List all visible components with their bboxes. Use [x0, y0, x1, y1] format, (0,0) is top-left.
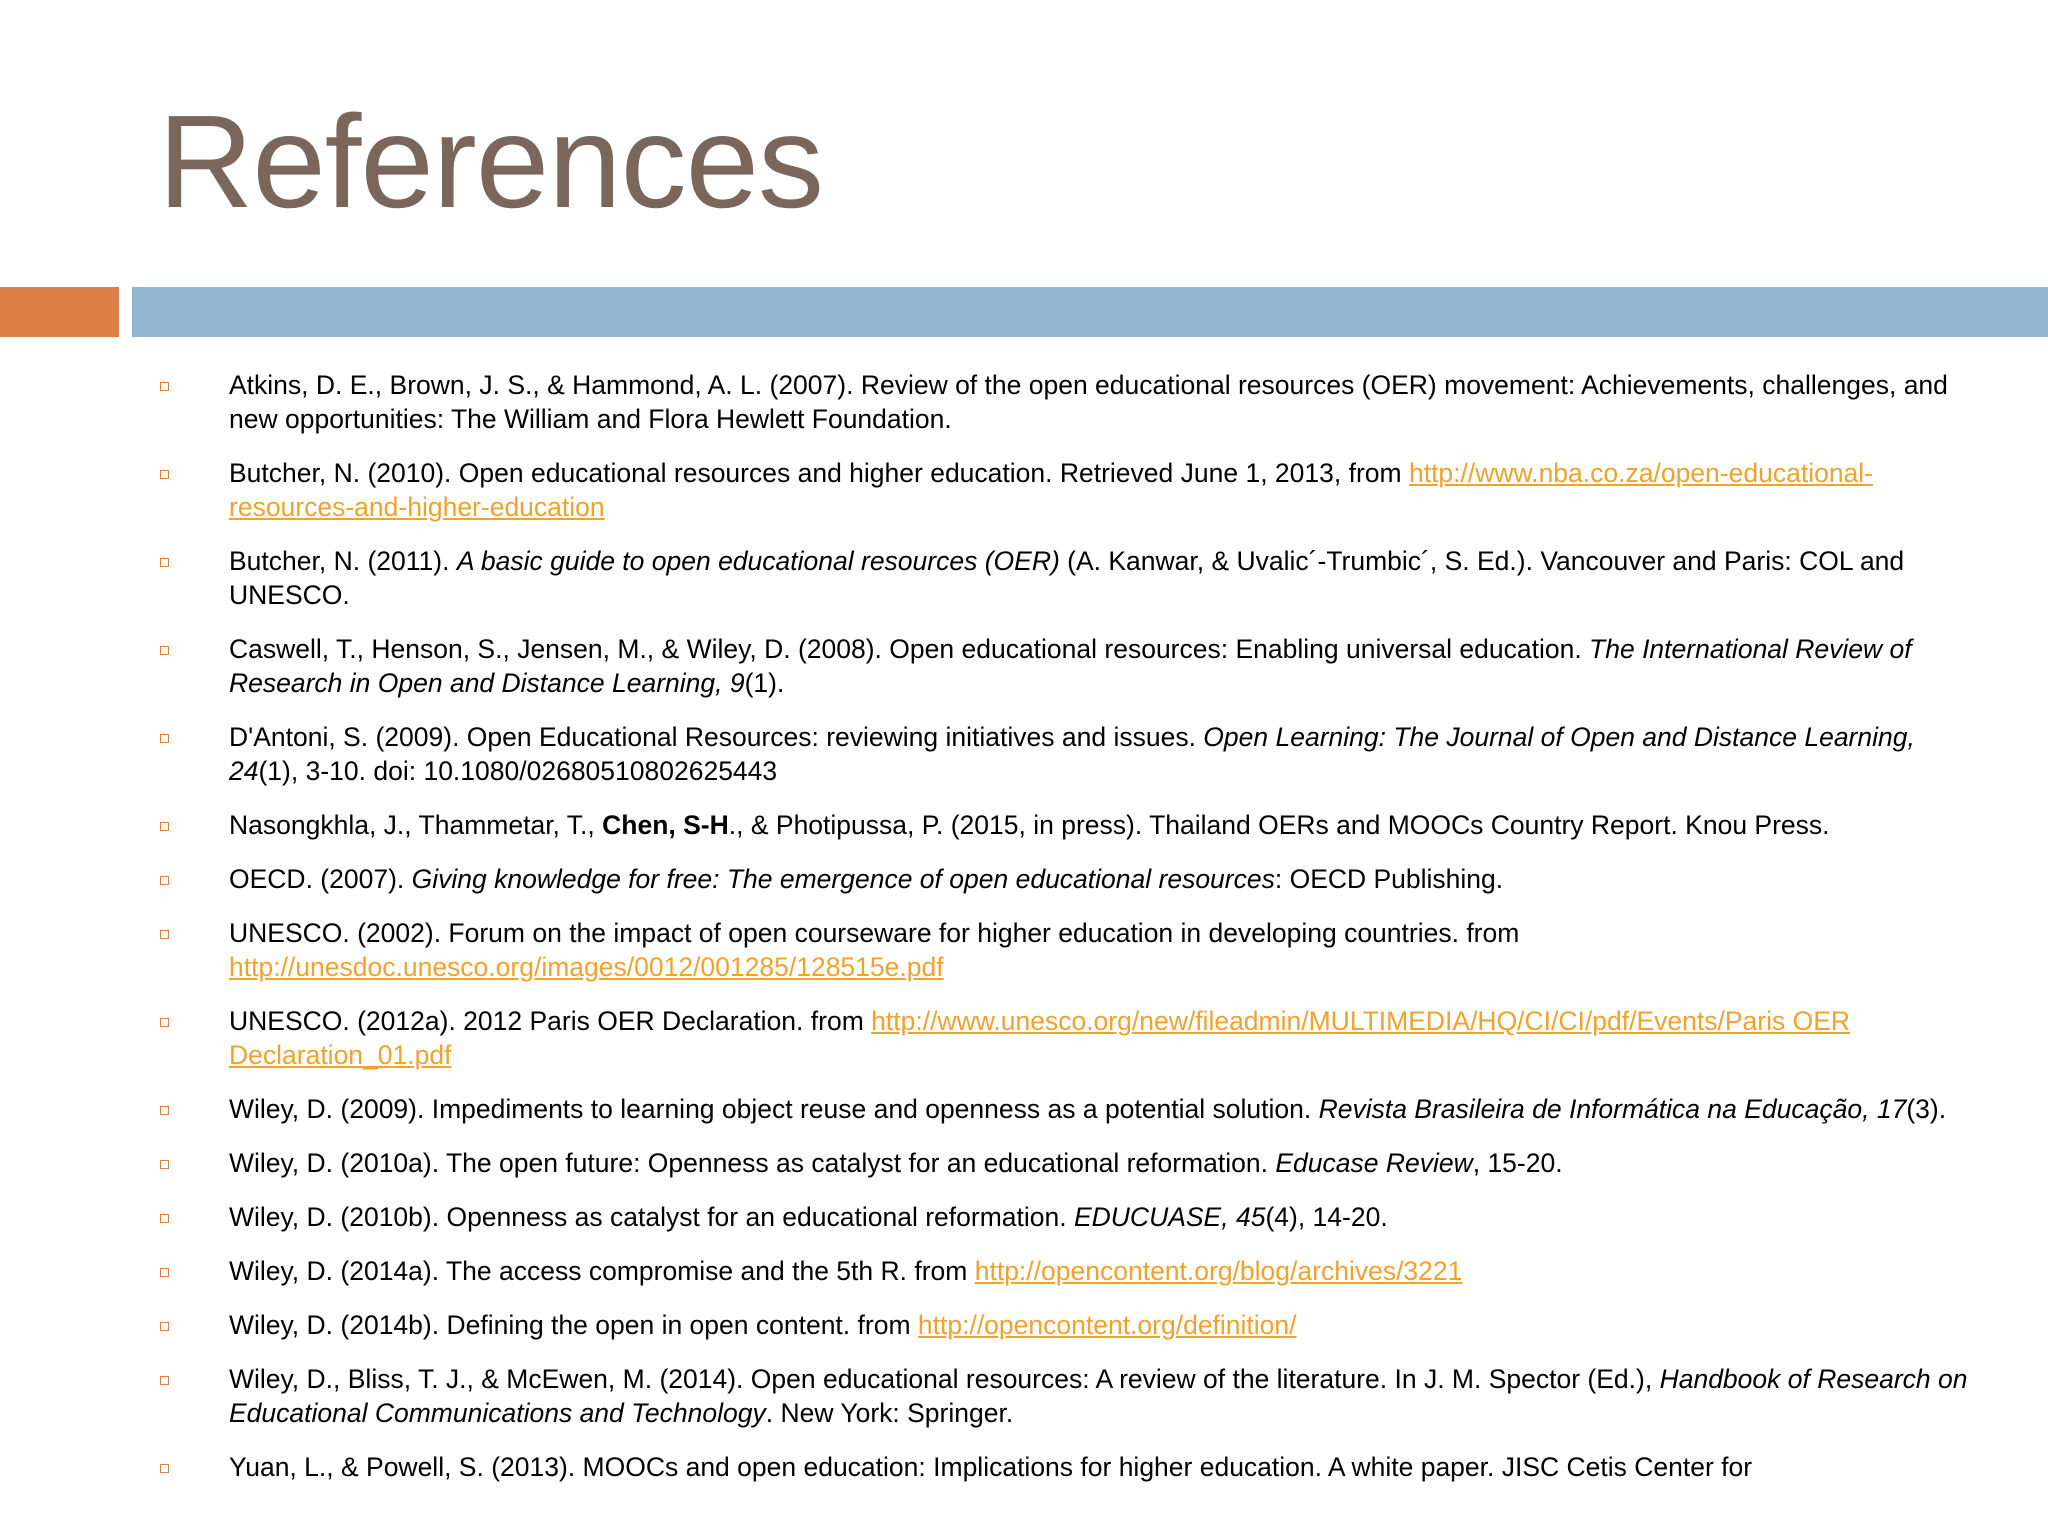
reference-italic-text: Educase Review: [1275, 1148, 1473, 1178]
reference-italic-text: A basic guide to open educational resources (OER): [456, 546, 1060, 576]
square-bullet-icon: [160, 822, 169, 831]
square-bullet-icon: [160, 382, 169, 391]
square-bullet-icon: [160, 1464, 169, 1473]
reference-text: Yuan, L., & Powell, S. (2013). MOOCs and open education: Implications for higher education. A white paper. JISC Cetis Center for: [229, 1452, 1753, 1482]
reference-text: D'Antoni, S. (2009). Open Educational Resources: reviewing initiatives and issues.: [229, 722, 1204, 752]
reference-item: [0, 544, 2048, 612]
reference-link[interactable]: http://opencontent.org/blog/archives/3221: [974, 1256, 1463, 1286]
references-list: [0, 368, 2048, 1504]
square-bullet-icon: [160, 646, 169, 655]
accent-bar-blue: [132, 287, 2048, 337]
reference-italic-text: EDUCUASE, 45: [1073, 1202, 1266, 1232]
reference-item: [0, 1362, 2048, 1430]
reference-link[interactable]: http://www.nba.co.za/open-educational-resources-and-higher-education: [229, 458, 1874, 522]
reference-link[interactable]: http://www.unesco.org/new/fileadmin/MULTIMEDIA/HQ/CI/CI/pdf/Events/Paris OER Declaration_01.pdf: [229, 1006, 1851, 1070]
reference-text: Wiley, D., Bliss, T. J., & McEwen, M. (2014). Open educational resources: A review of the literature. In J. M. Spector (Ed.),: [229, 1364, 1660, 1394]
square-bullet-icon: [160, 1214, 169, 1223]
reference-item: [0, 1450, 2048, 1484]
reference-item: [0, 1254, 2048, 1288]
square-bullet-icon: [160, 1268, 169, 1277]
reference-text: , 15-20.: [1472, 1148, 1563, 1178]
reference-link[interactable]: http://unesdoc.unesco.org/images/0012/001285/128515e.pdf: [229, 952, 944, 982]
reference-item: [0, 368, 2048, 436]
reference-italic-text: Revista Brasileira de Informática na Educação, 17: [1318, 1094, 1907, 1124]
reference-text: Butcher, N. (2011).: [229, 546, 457, 576]
reference-item: [0, 1092, 2048, 1126]
reference-text: (4), 14-20.: [1265, 1202, 1388, 1232]
reference-item: [0, 1308, 2048, 1342]
square-bullet-icon: [160, 1376, 169, 1385]
reference-item: [0, 1200, 2048, 1234]
reference-italic-text: The International Review of Research in Open and Distance Learning, 9: [229, 634, 1912, 698]
reference-text: : OECD Publishing.: [1274, 864, 1504, 894]
reference-bold-text: Chen, S-H: [602, 810, 729, 840]
reference-item: [0, 916, 2048, 984]
square-bullet-icon: [160, 876, 169, 885]
slide-title: References: [158, 88, 824, 235]
reference-link[interactable]: http://opencontent.org/definition/: [917, 1310, 1297, 1340]
reference-text: UNESCO. (2002). Forum on the impact of open courseware for higher education in developing countries. from: [229, 918, 1520, 948]
reference-item: [0, 1146, 2048, 1180]
reference-text: (1), 3-10. doi: 10.1080/02680510802625443: [258, 756, 778, 786]
reference-text: ., & Photipussa, P. (2015, in press). Thailand OERs and MOOCs Country Report. Knou Press.: [728, 810, 1830, 840]
reference-item: [0, 456, 2048, 524]
reference-text: Nasongkhla, J., Thammetar, T.,: [229, 810, 603, 840]
square-bullet-icon: [160, 734, 169, 743]
reference-text: UNESCO. (2012a). 2012 Paris OER Declaration. from: [229, 1006, 872, 1036]
reference-text: . New York: Springer.: [765, 1398, 1014, 1428]
reference-item: [0, 1004, 2048, 1072]
square-bullet-icon: [160, 558, 169, 567]
reference-italic-text: Handbook of Research on Educational Communications and Technology: [229, 1364, 1968, 1428]
reference-text: (A. Kanwar, & Uvalic´-Trumbic´, S. Ed.). Vancouver and Paris: COL and UNESCO.: [229, 546, 1905, 610]
reference-text: Wiley, D. (2014a). The access compromise and the 5th R. from: [229, 1256, 975, 1286]
reference-text: Wiley, D. (2010b). Openness as catalyst for an educational reformation.: [229, 1202, 1074, 1232]
accent-bar-orange: [0, 287, 119, 337]
reference-item: [0, 808, 2048, 842]
reference-item: [0, 720, 2048, 788]
reference-text: (1).: [744, 668, 785, 698]
reference-text: Caswell, T., Henson, S., Jensen, M., & Wiley, D. (2008). Open educational resources: Enabling universal education.: [229, 634, 1590, 664]
reference-text: Atkins, D. E., Brown, J. S., & Hammond, A. L. (2007). Review of the open educational resources (OER) movement: Achievements, challenges, and new opportunities: The William and Flora Hewlett Foundation.: [229, 370, 1948, 434]
reference-text: Wiley, D. (2009). Impediments to learning object reuse and openness as a potential solution.: [229, 1094, 1319, 1124]
reference-item: [0, 862, 2048, 896]
reference-text: Butcher, N. (2010). Open educational resources and higher education. Retrieved June 1, 2013, from: [229, 458, 1409, 488]
square-bullet-icon: [160, 1018, 169, 1027]
reference-text: (3).: [1906, 1094, 1947, 1124]
reference-text: OECD. (2007).: [229, 864, 412, 894]
square-bullet-icon: [160, 1160, 169, 1169]
reference-italic-text: Giving knowledge for free: The emergence of open educational resources: [411, 864, 1275, 894]
reference-item: [0, 632, 2048, 700]
reference-text: Wiley, D. (2010a). The open future: Openness as catalyst for an educational reformation.: [229, 1148, 1276, 1178]
reference-text: Wiley, D. (2014b). Defining the open in open content. from: [229, 1310, 918, 1340]
square-bullet-icon: [160, 1322, 169, 1331]
square-bullet-icon: [160, 1106, 169, 1115]
reference-italic-text: Open Learning: The Journal of Open and Distance Learning, 24: [229, 722, 1915, 786]
square-bullet-icon: [160, 930, 169, 939]
square-bullet-icon: [160, 470, 169, 479]
